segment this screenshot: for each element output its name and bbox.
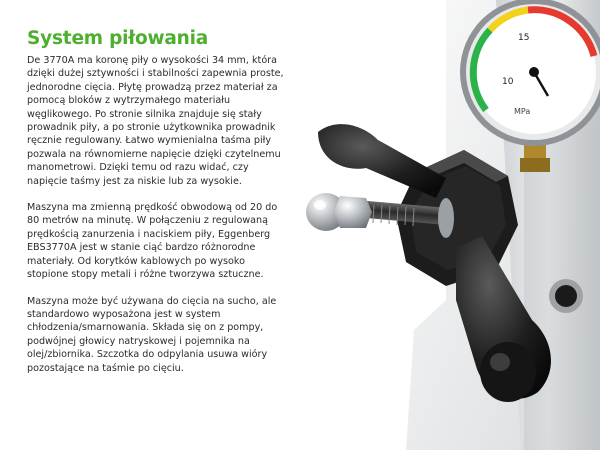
bandsaw-tension-photo (296, 0, 600, 450)
cap-nut (306, 193, 372, 231)
gauge-unit: MPa (514, 107, 531, 116)
description-column (27, 28, 289, 388)
section-title: System piłowania (27, 28, 209, 49)
paragraph-blade-system: De 3770A ma koronę piły o wysokości 34 mm, która dzięki dużej sztywności i stabilności zapewnia proste, jednorodne cięcia. Płytę prowadzą przez materiał za pomocą bloków z wytrzymałego materiału węglikowego. Po stronie silnika znajduje się stały prowadnik piły, a po stronie użytkownika prowadnik ręcznie regulowany. Łatwo wymienialna taśma piły pozwala na równomierne napięcie dzięki czytelnemu manometrowi. Dzięki temu od razu widać, czy napięcie taśmy jest za niskie lub za wysokie. (27, 55, 284, 187)
paragraph-cooling: Maszyna może być używana do cięcia na sucho, ale standardowo wyposażona jest w system chłodzenia/smarnowania. Składa się on z pompy, podwójnej głowicy natryskowej i pojemnika na olej/zbiornika. Szczotka do odpylania usuwa wióry pozostające na taśmie po cięciu. (27, 295, 277, 374)
paragraph-speed: Maszyna ma zmienną prędkość obwodową od 20 do 80 metrów na minutę. W połączeniu z regulowaną prędkością zanurzenia i naciskiem piły, Eggenberg EBS3770A jest w stanie ciąć bardzo różnorodne materiały. Od korytków kablowych po wysoko stopione stopy metali i różne tworzywa sztuczne. (27, 202, 278, 281)
gauge-mark-10: 10 (502, 77, 514, 87)
washer (438, 198, 454, 238)
gauge-mark-15: 15 (518, 33, 530, 43)
